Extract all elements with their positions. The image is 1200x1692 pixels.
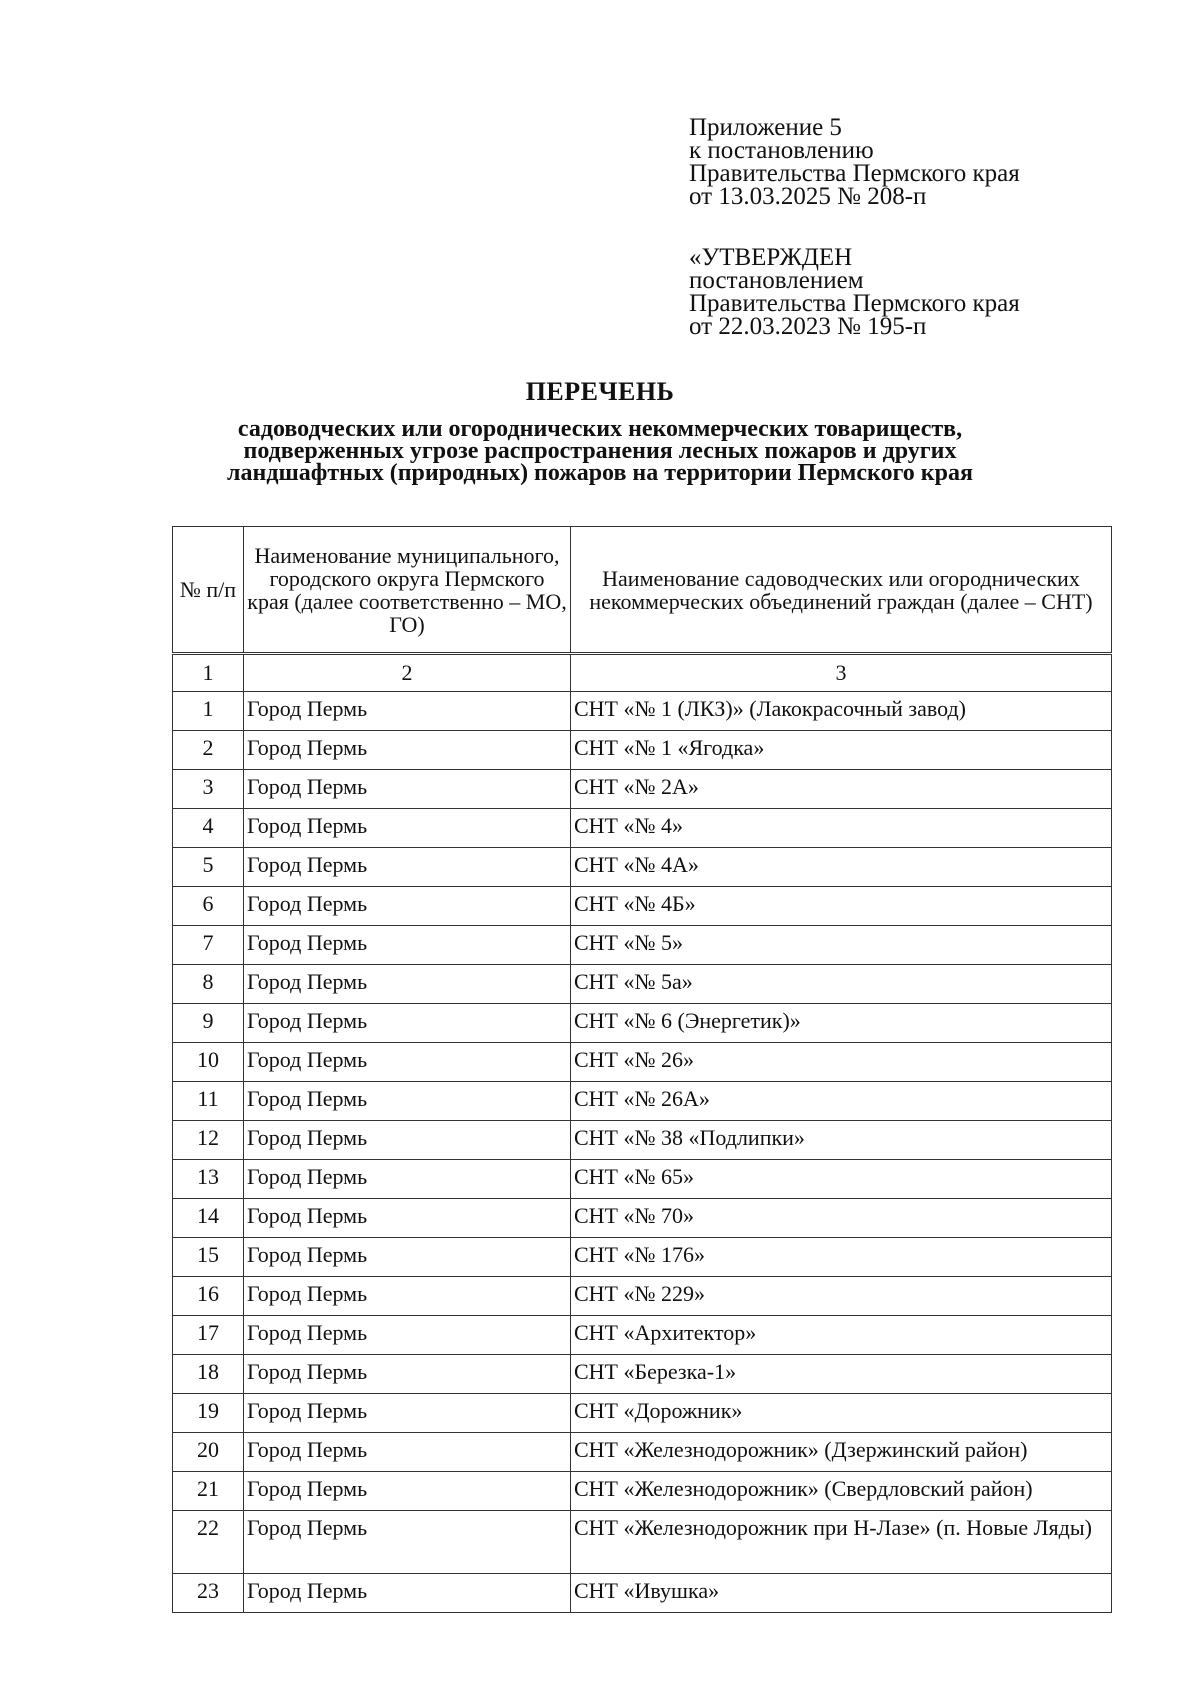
row-municipality: Город Пермь (244, 1316, 571, 1355)
row-snt-name: СНТ «№ 4» (571, 809, 1112, 848)
row-municipality: Город Пермь (244, 1121, 571, 1160)
row-snt-name: СНТ «№ 26» (571, 1043, 1112, 1082)
table-row (173, 1472, 1112, 1511)
header-municipality: Наименование муниципального, городского округа Пермского края (далее соответственно – МО, ГО) (244, 527, 571, 654)
row-number: 14 (173, 1199, 244, 1238)
row-snt-name: СНТ «№ 26А» (571, 1082, 1112, 1121)
snt-table (172, 526, 1112, 1613)
row-number: 1 (173, 692, 244, 731)
table-row (173, 1199, 1112, 1238)
table-row (173, 1316, 1112, 1355)
row-number: 22 (173, 1511, 244, 1574)
row-municipality: Город Пермь (244, 1082, 571, 1121)
row-municipality: Город Пермь (244, 1004, 571, 1043)
subtitle-line: подверженных угрозе распространения лесных пожаров и других (243, 438, 957, 464)
approved-line: постановлением (689, 267, 864, 294)
row-snt-name: СНТ «Ивушка» (571, 1574, 1112, 1613)
subtitle-line: садоводческих или огороднических некоммерческих товариществ, (237, 416, 963, 442)
appendix-header (689, 116, 1020, 208)
row-number: 11 (173, 1082, 244, 1121)
row-number: 23 (173, 1574, 244, 1613)
row-snt-name: СНТ «№ 38 «Подлипки» (571, 1121, 1112, 1160)
table-row (173, 1238, 1112, 1277)
row-municipality: Город Пермь (244, 1574, 571, 1613)
row-number: 13 (173, 1160, 244, 1199)
row-municipality: Город Пермь (244, 1160, 571, 1199)
row-snt-name: СНТ «№ 1 (ЛКЗ)» (Лакокрасочный завод) (571, 692, 1112, 731)
row-municipality: Город Пермь (244, 887, 571, 926)
row-snt-name: СНТ «№ 1 «Ягодка» (571, 731, 1112, 770)
row-number: 7 (173, 926, 244, 965)
row-snt-name: СНТ «№ 5а» (571, 965, 1112, 1004)
row-number: 17 (173, 1316, 244, 1355)
row-municipality: Город Пермь (244, 1433, 571, 1472)
table-row (173, 1511, 1112, 1574)
row-snt-name: СНТ «№ 176» (571, 1238, 1112, 1277)
row-snt-name: СНТ «№ 2А» (571, 770, 1112, 809)
appendix-line: Приложение 5 (689, 114, 842, 141)
table-row (173, 692, 1112, 731)
table-header-row (173, 527, 1112, 654)
row-number: 18 (173, 1355, 244, 1394)
row-municipality: Город Пермь (244, 1355, 571, 1394)
row-snt-name: СНТ «Железнодорожник» (Дзержинский район) (571, 1433, 1112, 1472)
table-row (173, 731, 1112, 770)
table-row (173, 1433, 1112, 1472)
row-snt-name: СНТ «Березка-1» (571, 1355, 1112, 1394)
row-municipality: Город Пермь (244, 1511, 571, 1574)
row-number: 3 (173, 770, 244, 809)
column-number: 3 (571, 654, 1112, 692)
approved-line: «УТВЕРЖДЕН (689, 244, 853, 271)
row-number: 16 (173, 1277, 244, 1316)
table-row (173, 1355, 1112, 1394)
table-row (173, 770, 1112, 809)
column-number: 2 (244, 654, 571, 692)
appendix-line: от 13.03.2025 № 208-п (689, 183, 927, 210)
row-number: 20 (173, 1433, 244, 1472)
row-snt-name: СНТ «№ 65» (571, 1160, 1112, 1199)
row-municipality: Город Пермь (244, 1238, 571, 1277)
row-number: 6 (173, 887, 244, 926)
row-municipality: Город Пермь (244, 731, 571, 770)
table-body (173, 654, 1112, 1613)
column-number: 1 (173, 654, 244, 692)
row-snt-name: СНТ «№ 5» (571, 926, 1112, 965)
row-municipality: Город Пермь (244, 1277, 571, 1316)
appendix-line: к постановлению (689, 137, 874, 164)
table-row (173, 848, 1112, 887)
row-snt-name: СНТ «Дорожник» (571, 1394, 1112, 1433)
subtitle-line: ландшафтных (природных) пожаров на территории Пермского края (227, 460, 973, 486)
column-number-row (173, 654, 1112, 692)
row-snt-name: СНТ «Архитектор» (571, 1316, 1112, 1355)
row-number: 5 (173, 848, 244, 887)
row-snt-name: СНТ «№ 70» (571, 1199, 1112, 1238)
header-snt-name: Наименование садоводческих или огороднических некоммерческих объединений граждан (далее – СНТ) (571, 527, 1112, 654)
row-municipality: Город Пермь (244, 1199, 571, 1238)
approved-line: от 22.03.2023 № 195-п (689, 313, 927, 340)
row-number: 21 (173, 1472, 244, 1511)
table-row (173, 1394, 1112, 1433)
row-municipality: Город Пермь (244, 965, 571, 1004)
row-snt-name: СНТ «№ 4А» (571, 848, 1112, 887)
table-row (173, 1277, 1112, 1316)
document-subtitle (150, 418, 1050, 484)
table-row (173, 1082, 1112, 1121)
row-municipality: Город Пермь (244, 1472, 571, 1511)
document-title: ПЕРЕЧЕНЬ (525, 377, 675, 406)
row-number: 9 (173, 1004, 244, 1043)
row-number: 19 (173, 1394, 244, 1433)
row-municipality: Город Пермь (244, 1394, 571, 1433)
row-number: 10 (173, 1043, 244, 1082)
table-row (173, 1004, 1112, 1043)
table-row (173, 1043, 1112, 1082)
row-number: 8 (173, 965, 244, 1004)
row-municipality: Город Пермь (244, 926, 571, 965)
appendix-line: Правительства Пермского края (689, 160, 1020, 187)
table-row (173, 1574, 1112, 1613)
row-number: 4 (173, 809, 244, 848)
table-row (173, 1121, 1112, 1160)
header-number: № п/п (173, 527, 244, 654)
row-municipality: Город Пермь (244, 848, 571, 887)
table-row (173, 809, 1112, 848)
row-number: 12 (173, 1121, 244, 1160)
table-row (173, 1160, 1112, 1199)
row-municipality: Город Пермь (244, 809, 571, 848)
table-row (173, 926, 1112, 965)
row-snt-name: СНТ «Железнодорожник при Н-Лазе» (п. Новые Ляды) (571, 1511, 1112, 1574)
row-snt-name: СНТ «№ 6 (Энергетик)» (571, 1004, 1112, 1043)
row-snt-name: СНТ «Железнодорожник» (Свердловский район) (571, 1472, 1112, 1511)
row-snt-name: СНТ «№ 4Б» (571, 887, 1112, 926)
approved-line: Правительства Пермского края (689, 290, 1020, 317)
row-number: 15 (173, 1238, 244, 1277)
table-row (173, 887, 1112, 926)
row-municipality: Город Пермь (244, 692, 571, 731)
row-number: 2 (173, 731, 244, 770)
row-municipality: Город Пермь (244, 770, 571, 809)
table-row (173, 965, 1112, 1004)
approved-header (689, 246, 1020, 338)
row-snt-name: СНТ «№ 229» (571, 1277, 1112, 1316)
row-municipality: Город Пермь (244, 1043, 571, 1082)
